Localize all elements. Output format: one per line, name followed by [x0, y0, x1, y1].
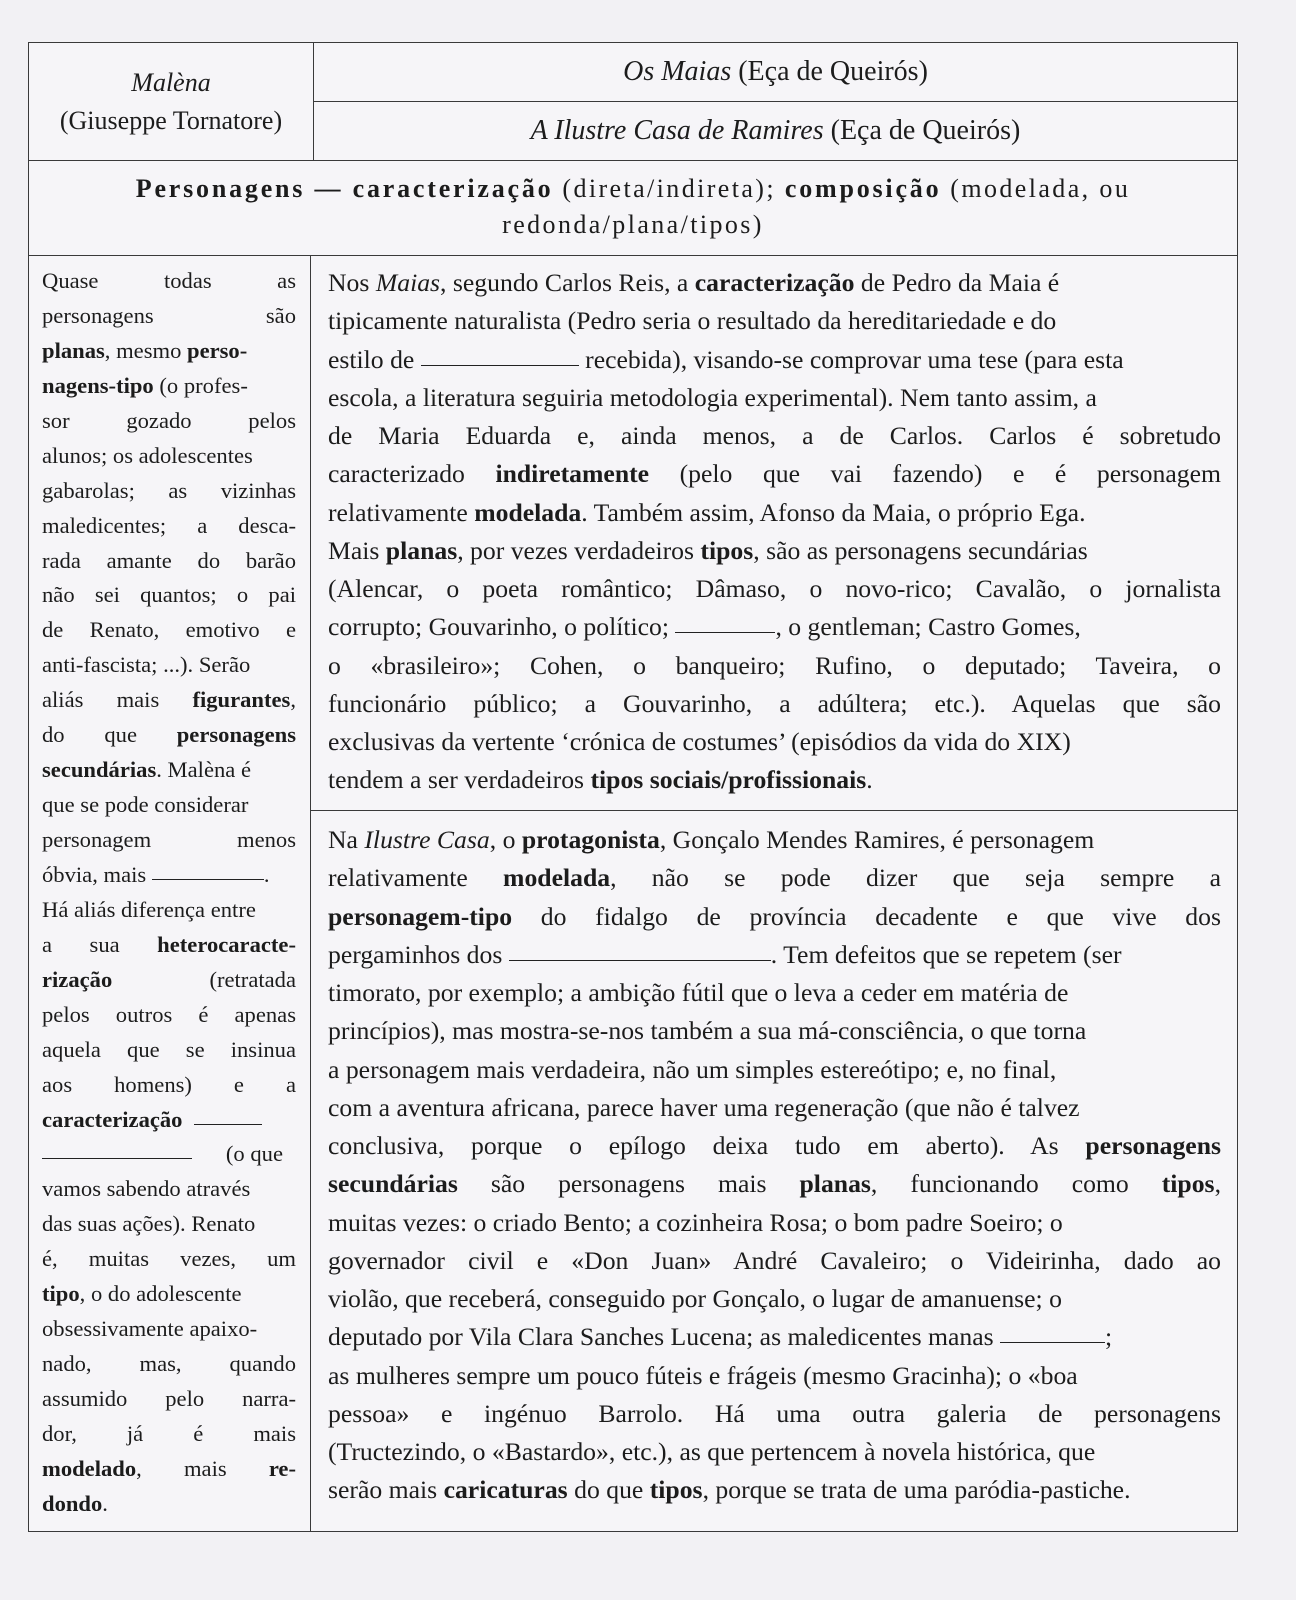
book-os-maias-title: Os Maias: [623, 56, 732, 87]
text-line: dor, já é mais: [42, 1420, 296, 1446]
text-line: tendem a ser verdadeiros tipos sociais/profissionais.: [328, 765, 873, 795]
text-line: de Renato, emotivo e: [42, 617, 296, 643]
text-line: secundárias. Malèna é: [42, 757, 251, 783]
book-ramires-author: (Eça de Queirós): [830, 115, 1021, 146]
film-header-cell: [29, 43, 314, 161]
text-line: pergaminhos dos . Tem defeitos que se repetem (ser: [328, 939, 1122, 969]
text-line: que se pode considerar: [42, 792, 249, 818]
text-line: caracterização: [42, 1103, 296, 1138]
text-line: gabarolas; as vizinhas: [42, 477, 296, 503]
text-line: serão mais caricaturas do que tipos, porque se trata de uma paródia-pastiche.: [328, 1475, 1131, 1505]
text-line: rização (retratada: [42, 966, 296, 992]
text-line: escola, a literatura seguiria metodologia experimental). Nem tanto assim, a: [328, 382, 1097, 412]
text-line: de Maria Eduarda e, ainda menos, a de Carlos. Carlos é sobretudo: [328, 421, 1221, 450]
text-line: personagem-tipo do fidalgo de província decadente e que vive dos: [328, 901, 1221, 931]
text-line: Nos Maias, segundo Carlos Reis, a caracterização de Pedro da Maia é: [328, 268, 1060, 297]
text-line: relativamente modelada, não se pode dizer que seja sempre a: [328, 863, 1221, 893]
text-line: violão, que receberá, conseguido por Gonçalo, o lugar de amanuense; o: [328, 1284, 1062, 1313]
books-header-cell: [314, 43, 1237, 161]
text-line: muitas vezes: o criado Bento; a cozinheira Rosa; o bom padre Soeiro; o: [328, 1207, 1063, 1237]
text-line: aquela que se insinua: [42, 1036, 296, 1062]
text-line: assumido pelo narra-: [42, 1386, 296, 1411]
text-line: exclusivas da vertente ‘crónica de costumes’ (episódios da vida do XIX): [328, 727, 1071, 756]
text-line: óbvia, mais .: [42, 861, 270, 887]
text-line: aos homens) e a: [42, 1071, 296, 1097]
malena-analysis-cell: [29, 256, 311, 1531]
text-line: sor gozado pelos: [42, 407, 296, 433]
text-line: Mais planas, por vezes verdadeiros tipos, são as personagens secundárias: [328, 535, 1088, 565]
comparison-table: [28, 42, 1238, 1532]
text-line: secundárias são personagens mais planas, funcionando como tipos,: [328, 1169, 1221, 1199]
text-line: deputado por Vila Clara Sanches Lucena; as maledicentes manas ;: [328, 1322, 1113, 1352]
blank-fill: [421, 364, 579, 366]
text-line: relativamente modelada. Também assim, Afonso da Maia, o próprio Ega.: [328, 497, 1086, 527]
ramires-analysis-cell: [311, 811, 1237, 1531]
text-line: rada amante do barão: [42, 547, 296, 573]
text-line: (Alencar, o poeta romântico; Dâmaso, o novo-rico; Cavalão, o jornalista: [328, 574, 1221, 603]
text-line: caracterizado indiretamente (pelo que vai fazendo) e é personagem: [328, 459, 1221, 489]
book-ramires-title: A Ilustre Casa de Ramires: [530, 115, 824, 146]
text-line: as mulheres sempre um pouco fúteis e frágeis (mesmo Gracinha); o «boa: [328, 1360, 1078, 1390]
text-line: planas, mesmo perso-: [42, 337, 248, 363]
text-line: aliás mais figurantes,: [42, 687, 296, 713]
text-line: (o que: [42, 1137, 296, 1172]
text-line: timorato, por exemplo; a ambição fútil que o leva a ceder em matéria de: [328, 978, 1069, 1007]
text-line: vamos sabendo através: [42, 1176, 251, 1202]
film-director: (Giuseppe Tornatore): [59, 105, 283, 135]
text-line: a personagem mais verdadeira, não um simples estereótipo; e, no final,: [328, 1054, 1057, 1084]
text-line: é, muitas vezes, um: [42, 1246, 296, 1272]
text-line: tipo, o do adolescente: [42, 1281, 242, 1307]
text-line: alunos; os adolescentes: [42, 442, 253, 468]
blank-fill: [152, 878, 264, 880]
text-line: (Tructezindo, o «Bastardo», etc.), as que pertencem à novela histórica, que: [328, 1437, 1096, 1466]
text-line: tipicamente naturalista (Pedro seria o resultado da hereditariedade e do: [328, 306, 1057, 336]
text-line: anti-fascista; ...). Serão: [42, 652, 251, 678]
text-line: conclusiva, porque o epílogo deixa tudo em aberto). As personagens: [328, 1131, 1221, 1160]
text-line: não sei quantos; o pai: [42, 582, 296, 608]
text-line: Na Ilustre Casa, o protagonista, Gonçalo Mendes Ramires, é personagem: [328, 825, 1095, 854]
os-maias-analysis-cell: [311, 256, 1237, 811]
text-line: com a aventura africana, parece haver uma regeneração (que não é talvez: [328, 1092, 1080, 1122]
text-line: Há aliás diferença entre: [42, 896, 256, 922]
film-title: Malèna: [131, 67, 211, 97]
text-line: personagem menos: [42, 827, 296, 852]
blank-fill: [42, 1157, 192, 1159]
text-line: personagens são: [42, 302, 296, 328]
text-line: obsessivamente apaixo-: [42, 1316, 258, 1342]
text-line: a sua heterocaracte-: [42, 931, 296, 957]
text-line: do que personagens: [42, 722, 296, 748]
text-line: corrupto; Gouvarinho, o político; , o gentleman; Castro Gomes,: [328, 612, 1081, 642]
blank-fill: [509, 959, 771, 961]
text-line: o «brasileiro»; Cohen, o banqueiro; Rufino, o deputado; Taveira, o: [328, 650, 1221, 680]
text-line: princípios), mas mostra-se-nos também a sua má-consciência, o que torna: [328, 1016, 1087, 1046]
text-line: maledicentes; a desca-: [42, 512, 296, 538]
text-line: estilo de recebida), visando-se comprovar uma tese (para esta: [328, 344, 1124, 374]
text-line: das suas ações). Renato: [42, 1211, 256, 1237]
text-line: dondo.: [42, 1490, 108, 1516]
text-line: pelos outros é apenas: [42, 1001, 296, 1027]
blank-fill: [194, 1123, 262, 1125]
blank-fill: [1000, 1341, 1105, 1343]
book-os-maias-author: (Eça de Queirós): [738, 56, 928, 87]
topic-row: Personagens — caracterização (direta/indireta); composição (modelada, ou redonda/plana/tipos): [29, 161, 1237, 256]
text-line: modelado, mais re-: [42, 1455, 296, 1481]
text-line: nado, mas, quando: [42, 1351, 296, 1377]
text-line: Quase todas as: [42, 268, 296, 293]
text-line: pessoa» e ingénuo Barrolo. Há uma outra galeria de personagens: [328, 1398, 1221, 1428]
text-line: nagens-tipo (o profes-: [42, 372, 248, 398]
text-line: funcionário público; a Gouvarinho, a adúltera; etc.). Aquelas que são: [328, 688, 1221, 718]
blank-fill: [675, 631, 775, 633]
text-line: governador civil e «Don Juan» André Cavaleiro; o Videirinha, dado ao: [328, 1245, 1221, 1275]
book-os-maias-header: [314, 43, 1237, 102]
book-ramires-header: [314, 102, 1237, 160]
